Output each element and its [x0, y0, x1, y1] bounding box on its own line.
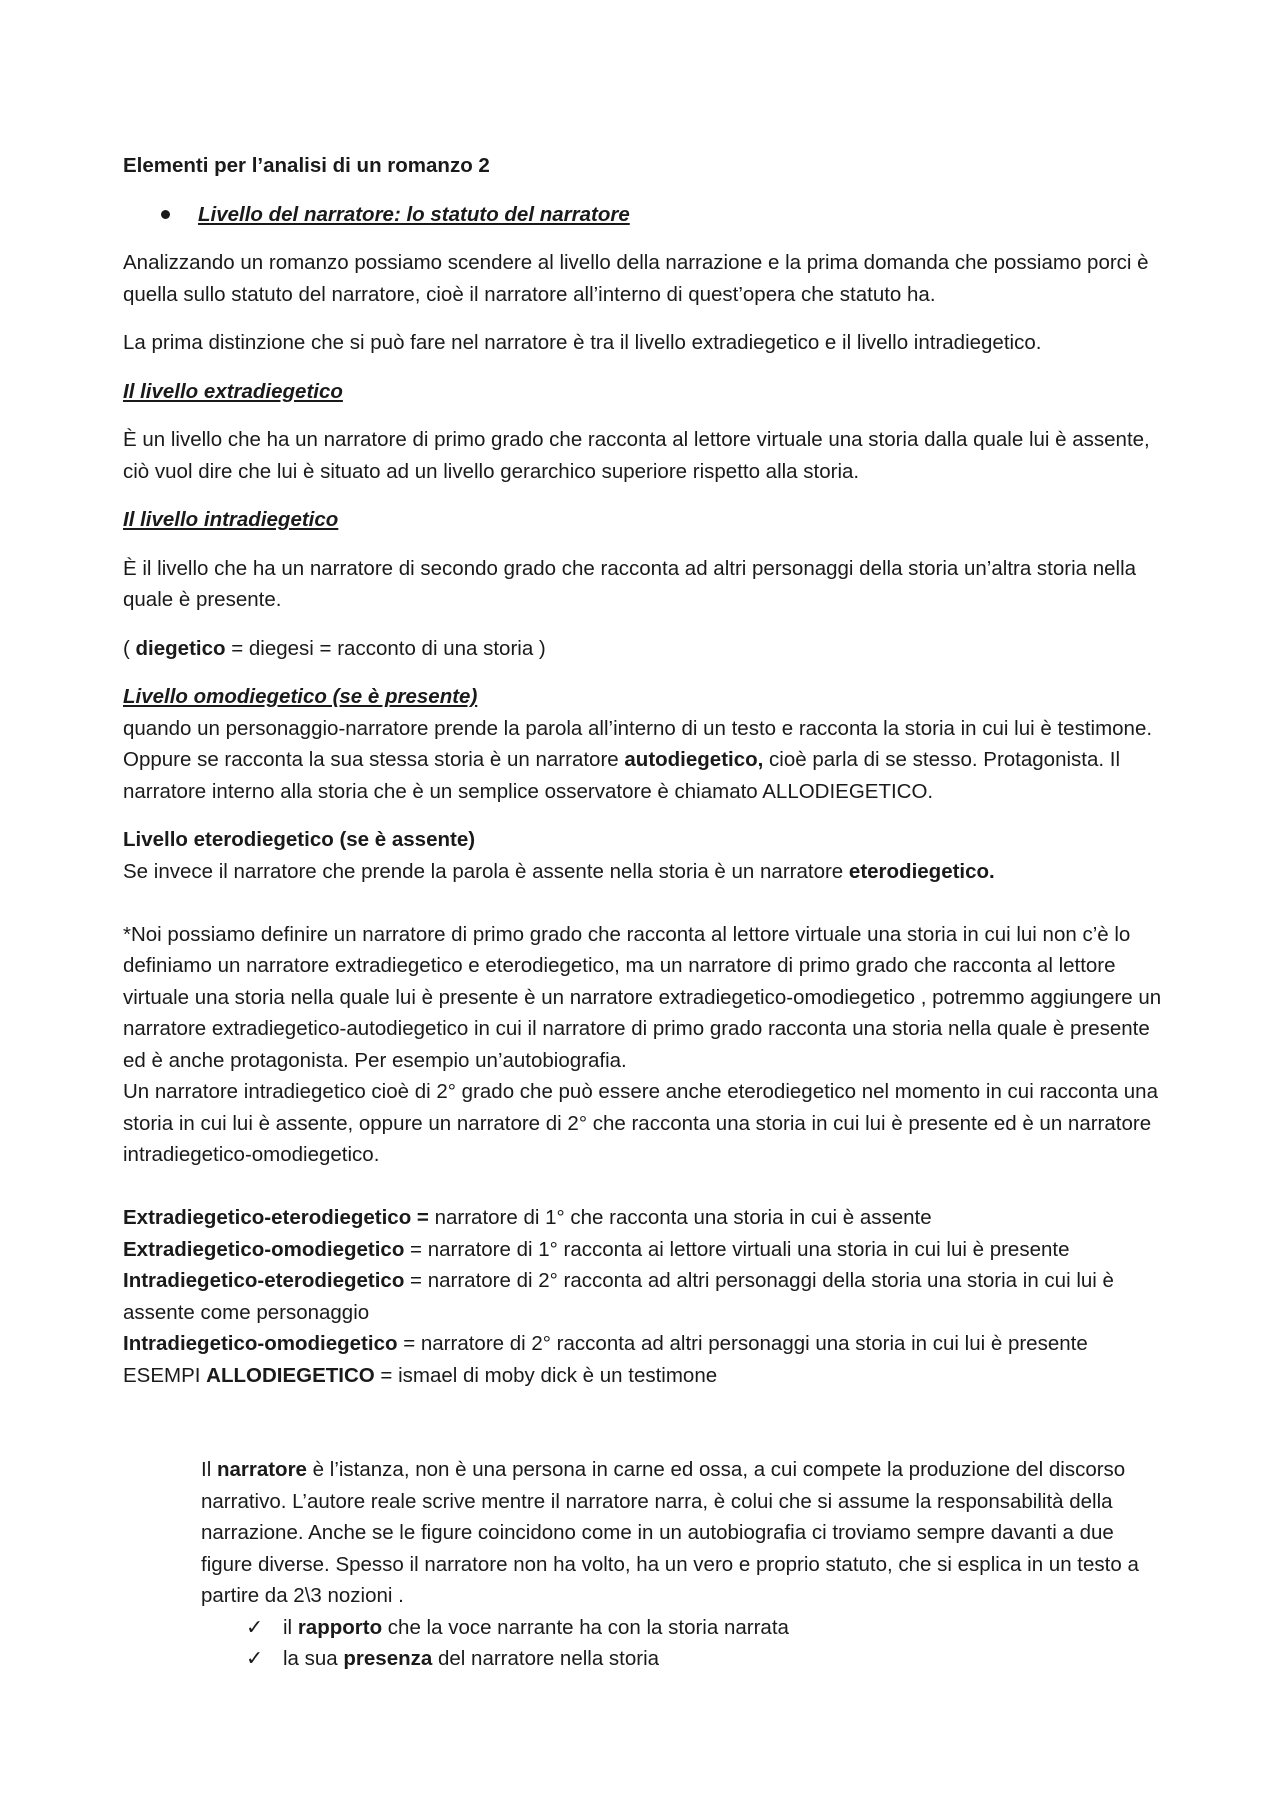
checklist	[123, 1612, 1168, 1675]
document-title: Elementi per l’analisi di un romanzo 2	[123, 154, 490, 177]
summary-text: narratore di 1° che racconta una storia in cui è assente	[428, 1206, 932, 1229]
summary-item	[123, 1328, 1168, 1360]
summary-text: = narratore di 2° racconta ad altri personaggi una storia in cui lui è presente	[397, 1332, 1088, 1355]
checklist-bold: rapporto	[297, 1615, 383, 1639]
eterodiegetico-heading: Livello eterodiegetico (se è assente)	[123, 828, 476, 851]
checklist-item-text	[283, 1643, 659, 1675]
summary-item	[123, 1234, 1168, 1266]
esempi-line	[123, 1360, 1168, 1392]
checklist-item	[246, 1612, 1168, 1644]
narratore-text: è l’istanza, non è una persona in carne ed ossa, a cui compete la produzione del discorso narrativo. L’autore reale scrive mentre il narratore narra, è colui che si assume la responsabilità della narrazione. Anche se le figure coincidono come in un autobiografia ci troviamo sempre davanti a due figure diverse. Spesso il narratore non ha volto, ha un vero e proprio statuto, che si esplica in un testo a partire da 2\3 nozioni .	[201, 1458, 1139, 1607]
note-paragraph-2: Un narratore intradiegetico cioè di 2° grado che può essere anche eterodiegetico nel momento in cui racconta una storia in cui lui è assente, oppure un narratore di 2° che racconta una storia in cui lui è presente ed è un narratore intradiegetico-omodiegetico.	[123, 1080, 1158, 1166]
summary-item	[123, 1265, 1168, 1328]
note-paragraph-1: *Noi possiamo definire un narratore di primo grado che racconta al lettore virtuale una storia in cui lui non c’è lo definiamo un narratore extradiegetico e eterodiegetico, ma un narratore di primo grado che racconta al lettore virtuale una storia nella quale lui è presente è un narratore extradiegetico-omodiegetico , potremmo aggiungere un narratore extradiegetico-autodiegetico in cui il narratore di primo grado racconta una storia nella quale è presente ed è anche protagonista. Per esempio un’autobiografia.	[123, 922, 1162, 1072]
diegetico-definition	[123, 633, 1168, 665]
narratore-pre: Il	[201, 1458, 217, 1481]
omodiegetico-text-b: cioè parla di se stesso. Protagonista. Il narratore interno alla storia che è un semplice osservatore è chiamato ALLODIEGETICO.	[123, 748, 1121, 803]
esempi-text: = ismael di moby dick è un testimone	[374, 1363, 718, 1387]
summary-term: Extradiegetico-eterodiegetico =	[123, 1206, 429, 1229]
bullet-heading	[161, 199, 1168, 231]
esempi-prefix: ESEMPI	[123, 1363, 207, 1387]
checklist-item	[246, 1643, 1168, 1675]
checklist-pre: il	[283, 1615, 298, 1639]
checkmark-icon: ✓	[246, 1615, 264, 1639]
omodiegetico-heading: Livello omodiegetico (se è presente)	[123, 685, 478, 708]
blank-line	[123, 887, 1168, 919]
checklist-item-text	[283, 1612, 789, 1644]
narratore-bold: narratore	[216, 1458, 307, 1481]
blank-line	[123, 1423, 1168, 1455]
summary-term: Intradiegetico-omodiegetico	[123, 1332, 398, 1355]
diegetico-term: diegetico	[135, 636, 226, 660]
diegetico-open: (	[123, 636, 136, 660]
eterodiegetico-bold: eterodiegetico.	[848, 859, 995, 883]
summary-term: Extradiegetico-omodiegetico	[123, 1237, 405, 1261]
extradiegetico-heading: Il livello extradiegetico	[123, 379, 343, 403]
document-page	[123, 150, 1168, 1675]
checklist-bold: presenza	[343, 1647, 433, 1670]
summary-text: = narratore di 2° racconta ad altri personaggi della storia una storia in cui lui è assente come personaggio	[123, 1269, 1114, 1324]
summary-text: = narratore di 1° racconta ai lettore virtuali una storia in cui lui è presente	[404, 1237, 1070, 1261]
intradiegetico-text: È il livello che ha un narratore di secondo grado che racconta ad altri personaggi della storia un’altra storia nella quale è presente.	[123, 556, 1137, 611]
eterodiegetico-text-a: Se invece il narratore che prende la parola è assente nella storia è un narratore	[123, 859, 849, 883]
bullet-dot-icon	[161, 210, 170, 219]
omodiegetico-text-a: quando un personaggio-narratore prende la parola all’interno di un testo e racconta la storia in cui lui è testimone. Oppure se racconta la sua stessa storia è un narratore	[123, 716, 1153, 771]
narratore-paragraph	[201, 1454, 1168, 1612]
checklist-post: del narratore nella storia	[432, 1647, 660, 1670]
intro-paragraph-2: La prima distinzione che si può fare nel narratore è tra il livello extradiegetico e il livello intradiegetico.	[123, 331, 1042, 354]
checkmark-icon: ✓	[246, 1647, 264, 1670]
omodiegetico-text	[123, 713, 1168, 808]
bullet-heading-text: Livello del narratore: lo statuto del narratore	[198, 202, 630, 226]
omodiegetico-bold: autodiegetico,	[624, 748, 764, 771]
summary-list	[123, 1202, 1168, 1391]
blank-line	[123, 1171, 1168, 1203]
intradiegetico-heading: Il livello intradiegetico	[123, 508, 339, 531]
diegetico-rest: = diegesi = racconto di una storia )	[225, 636, 546, 660]
extradiegetico-text: È un livello che ha un narratore di primo grado che racconta al lettore virtuale una storia dalla quale lui è assente, ciò vuol dire che lui è situato ad un livello gerarchico superiore rispetto alla storia.	[123, 428, 1150, 483]
esempi-term: ALLODIEGETICO	[206, 1363, 375, 1387]
intro-paragraph-1: Analizzando un romanzo possiamo scendere al livello della narrazione e la prima domanda che possiamo porci è quella sullo statuto del narratore, cioè il narratore all’interno di quest’opera che statuto ha.	[123, 251, 1149, 306]
summary-term: Intradiegetico-eterodiegetico	[123, 1269, 405, 1292]
eterodiegetico-text	[123, 856, 1168, 888]
checklist-pre: la sua	[283, 1647, 344, 1670]
summary-item	[123, 1202, 1168, 1234]
checklist-post: che la voce narrante ha con la storia narrata	[382, 1615, 789, 1639]
blank-line	[123, 1391, 1168, 1423]
